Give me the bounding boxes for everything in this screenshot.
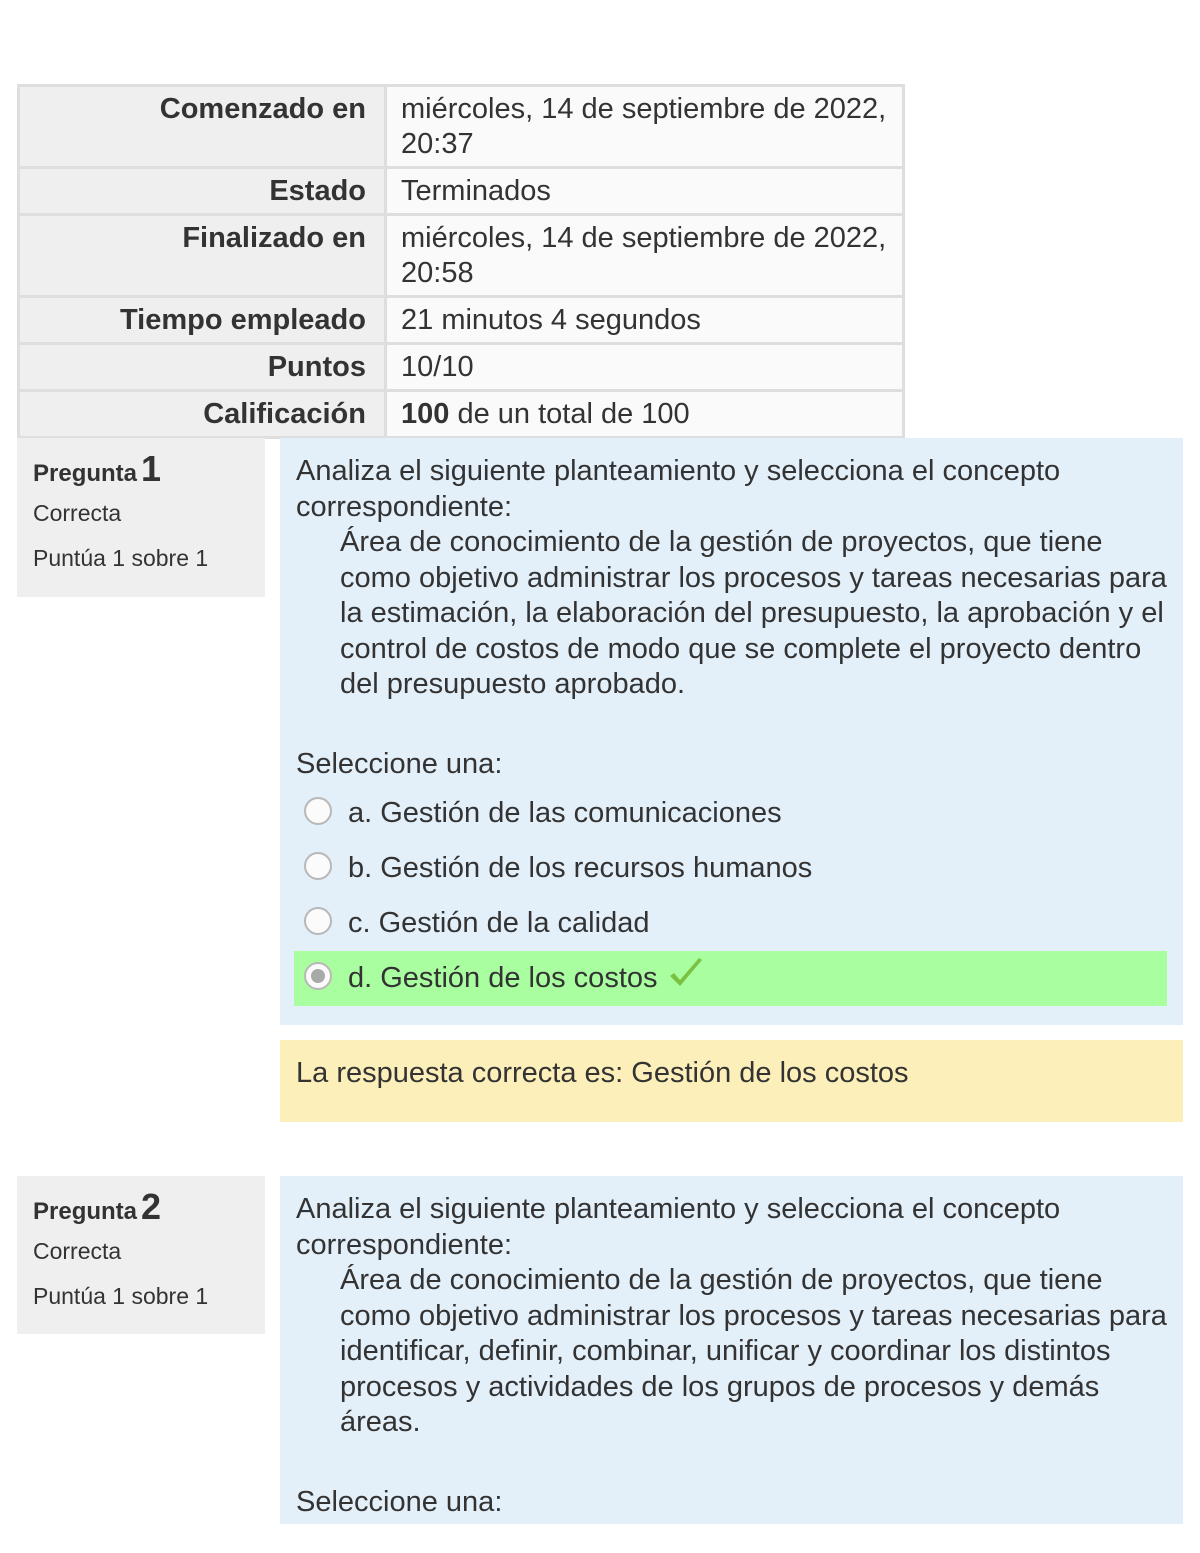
select-label: Seleccione una: [296, 1485, 503, 1518]
select-label: Seleccione una: [296, 747, 503, 780]
summary-label: Comenzado en [19, 86, 386, 168]
answer-option-d[interactable] [294, 951, 1167, 1006]
question-label: Pregunta [33, 1198, 138, 1225]
radio-icon[interactable] [304, 907, 332, 935]
answer-option-a[interactable] [294, 786, 1167, 841]
question-label: Pregunta [33, 460, 138, 487]
summary-value: miércoles, 14 de septiembre de 2022, 20:37 [386, 86, 904, 168]
question-score: Puntúa 1 sobre 1 [33, 1283, 209, 1309]
question-intro: Analiza el siguiente planteamiento y selecciona el concepto correspondiente: [296, 455, 1061, 523]
radio-icon[interactable] [304, 962, 332, 990]
summary-value: Terminados [386, 168, 904, 215]
attempt-summary-table [17, 84, 905, 439]
question-2-content [280, 1176, 1183, 1524]
answer-option-c[interactable] [294, 896, 1167, 951]
summary-row-finished [19, 215, 904, 297]
summary-value: miércoles, 14 de septiembre de 2022, 20:58 [386, 215, 904, 297]
radio-icon[interactable] [304, 797, 332, 825]
summary-row-time [19, 297, 904, 344]
question-status: Correcta [33, 500, 122, 526]
question-body: Área de conocimiento de la gestión de proyectos, que tiene como objetivo administrar los procesos y tareas necesarias para identificar, definir, combinar, unificar y coordinar los distintos procesos y actividades de los grupos de procesos y demás áreas. [340, 1264, 1167, 1438]
question-1-info [17, 438, 265, 597]
question-title [33, 1186, 249, 1229]
summary-label: Puntos [19, 344, 386, 391]
answer-options [296, 786, 1167, 1006]
summary-row-started [19, 86, 904, 168]
question-number: 2 [141, 1186, 162, 1227]
summary-row-grade [19, 391, 904, 438]
grade-total: de un total de 100 [457, 398, 690, 430]
check-icon [666, 954, 706, 1004]
question-intro: Analiza el siguiente planteamiento y selecciona el concepto correspondiente: [296, 1193, 1061, 1261]
summary-value: 10/10 [386, 344, 904, 391]
answer-option-label: d. Gestión de los costos [348, 961, 658, 994]
question-number: 1 [141, 448, 162, 489]
question-1-content [280, 438, 1183, 1025]
summary-value: 21 minutos 4 segundos [386, 297, 904, 344]
summary-row-state [19, 168, 904, 215]
summary-label: Finalizado en [19, 215, 386, 297]
question-title [33, 448, 249, 491]
grade-value: 100 [401, 398, 450, 430]
question-status: Correcta [33, 1238, 122, 1264]
question-2-info [17, 1176, 265, 1334]
summary-label: Estado [19, 168, 386, 215]
correct-answer-feedback: La respuesta correcta es: Gestión de los costos [280, 1040, 1183, 1122]
summary-value [386, 391, 904, 438]
answer-option-b[interactable] [294, 841, 1167, 896]
answer-option-label: a. Gestión de las comunicaciones [348, 796, 782, 829]
radio-icon[interactable] [304, 852, 332, 880]
answer-option-label: b. Gestión de los recursos humanos [348, 851, 813, 884]
answer-option-label: c. Gestión de la calidad [348, 906, 650, 939]
summary-row-points [19, 344, 904, 391]
question-body: Área de conocimiento de la gestión de proyectos, que tiene como objetivo administrar los procesos y tareas necesarias para la estimación, la elaboración del presupuesto, la aprobación y el control de costos de modo que se complete el proyecto dentro del presupuesto aprobado. [340, 526, 1167, 700]
question-score: Puntúa 1 sobre 1 [33, 545, 209, 571]
summary-label: Tiempo empleado [19, 297, 386, 344]
summary-label: Calificación [19, 391, 386, 438]
